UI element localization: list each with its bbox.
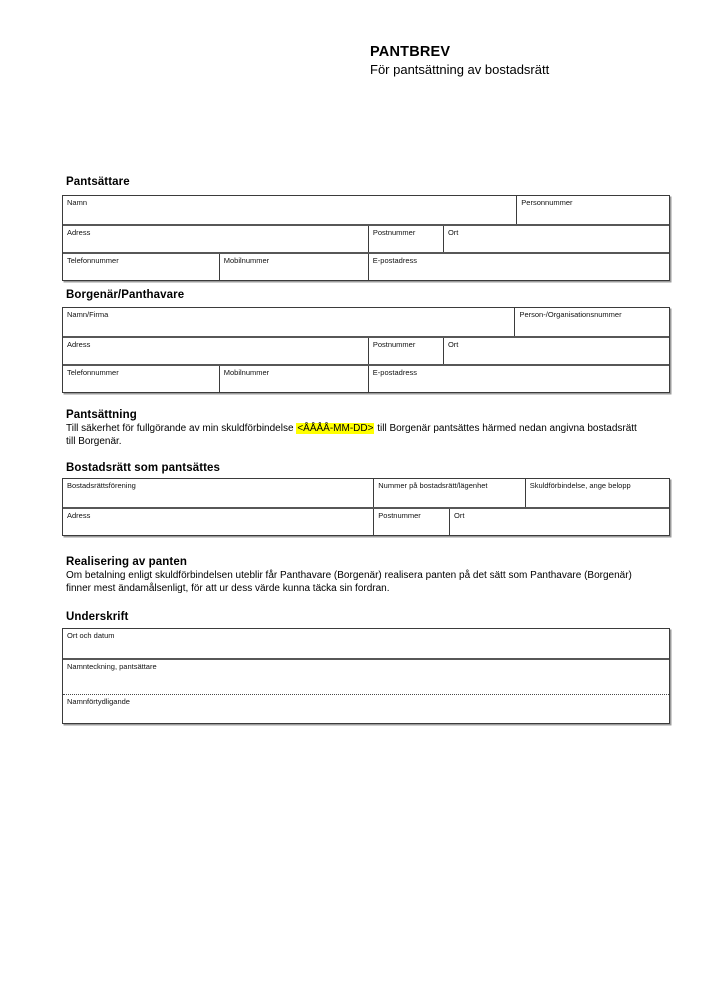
field-ort[interactable] — [443, 338, 669, 364]
field-label-nummer-pa-bostadsratt: Nummer på bostadsrätt/lägenhet — [378, 481, 488, 490]
table-row — [63, 629, 669, 658]
table-row — [63, 479, 669, 507]
field-label-namn: Namn — [67, 198, 88, 207]
table-row — [63, 196, 669, 224]
field-telefonnummer[interactable] — [63, 366, 219, 392]
field-epostadress[interactable] — [368, 366, 669, 392]
section-heading-bostadsratt: Bostadsrätt som pantsättes — [66, 462, 221, 474]
table-row — [63, 658, 669, 694]
field-ort-och-datum[interactable] — [63, 629, 669, 658]
table-row — [63, 364, 669, 392]
field-label-namnteckning-pantsattare: Namnteckning, pantsättare — [67, 662, 157, 671]
field-adress[interactable] — [63, 509, 373, 535]
field-ort[interactable] — [443, 226, 669, 252]
field-label-mobilnummer: Mobilnummer — [223, 368, 270, 377]
field-label-epostadress: E-postadress — [372, 256, 417, 265]
field-label-ort-och-datum: Ort och datum — [67, 631, 115, 640]
field-label-adress: Adress — [67, 511, 91, 520]
document-title: PANTBREV — [370, 44, 451, 60]
field-label-ort: Ort — [447, 340, 459, 349]
field-label-skuldforbindelse-belopp: Skuldförbindelse, ange belopp — [529, 481, 631, 490]
table-row — [63, 507, 669, 535]
field-epostadress[interactable] — [368, 254, 669, 280]
pantsattning-paragraph — [66, 422, 646, 448]
field-mobilnummer[interactable] — [219, 366, 368, 392]
field-label-ort: Ort — [447, 228, 459, 237]
section-heading-underskrift: Underskrift — [66, 611, 129, 623]
field-label-adress: Adress — [67, 228, 91, 237]
field-label-postnummer: Postnummer — [372, 340, 416, 349]
field-label-bostadsrattsforening: Bostadsrättsförening — [67, 481, 136, 490]
field-label-postnummer: Postnummer — [372, 228, 416, 237]
field-adress[interactable] — [63, 338, 368, 364]
section-heading-borgenar: Borgenär/Panthavare — [66, 289, 185, 301]
field-label-epostadress: E-postadress — [372, 368, 417, 377]
table-row — [63, 308, 669, 336]
field-mobilnummer[interactable] — [219, 254, 368, 280]
section-heading-pantsattning: Pantsättning — [66, 409, 137, 421]
field-personnummer[interactable] — [516, 196, 669, 224]
field-namnteckning-pantsattare[interactable] — [63, 660, 669, 694]
section-heading-pantsattare: Pantsättare — [66, 176, 130, 188]
field-skuldforbindelse-belopp[interactable] — [525, 479, 669, 507]
field-label-adress: Adress — [67, 340, 91, 349]
field-postnummer[interactable] — [368, 338, 443, 364]
field-label-postnummer: Postnummer — [378, 511, 421, 520]
pantsattning-text-before: Till säkerhet för fullgörande av min skuldförbindelse — [66, 423, 297, 434]
field-label-telefonnummer: Telefonnummer — [67, 368, 119, 377]
field-postnummer[interactable] — [373, 509, 449, 535]
field-label-ort: Ort — [454, 511, 465, 520]
table-row — [63, 252, 669, 280]
field-person-organisationsnummer[interactable] — [514, 308, 669, 336]
field-label-namn-firma: Namn/Firma — [67, 310, 109, 319]
field-label-personnummer: Personnummer — [521, 198, 573, 207]
table-row — [63, 336, 669, 364]
document-title-block — [370, 44, 549, 77]
field-label-mobilnummer: Mobilnummer — [223, 256, 270, 265]
document-subtitle: För pantsättning av bostadsrätt — [370, 62, 550, 77]
field-namn[interactable] — [63, 196, 516, 224]
date-placeholder[interactable]: <ÅÅÅÅ-MM-DD> — [297, 423, 374, 434]
field-postnummer[interactable] — [368, 226, 443, 252]
field-telefonnummer[interactable] — [63, 254, 219, 280]
field-nummer-pa-bostadsratt[interactable] — [373, 479, 525, 507]
table-row — [63, 224, 669, 252]
bostadsratt-table — [62, 478, 670, 536]
field-label-person-organisationsnummer: Person-/Organisationsnummer — [519, 310, 622, 319]
realisering-paragraph: Om betalning enligt skuldförbindelsen uteblir får Panthavare (Borgenär) realisera panten på det sätt som Panthavare (Borgenär) finner mest ändamålsenligt, för att ur dess värde kunna täcka sin fordran. — [66, 570, 632, 594]
field-namn-firma[interactable] — [63, 308, 514, 336]
field-bostadsrattsforening[interactable] — [63, 479, 373, 507]
field-label-namnfortydligande: Namnförtydligande — [67, 697, 130, 706]
field-namnfortydligande[interactable] — [63, 695, 669, 723]
field-ort[interactable] — [449, 509, 669, 535]
pantsattare-table — [62, 195, 670, 281]
borgenar-table — [62, 307, 670, 393]
underskrift-table — [62, 628, 670, 724]
field-adress[interactable] — [63, 226, 368, 252]
section-heading-realisering: Realisering av panten — [66, 556, 187, 568]
table-row — [63, 694, 669, 723]
pantsattning-text-after: till Borgenär pantsättes härmed nedan angivna bostadsrätt till Borgenär. — [66, 423, 637, 447]
field-label-telefonnummer: Telefonnummer — [67, 256, 119, 265]
